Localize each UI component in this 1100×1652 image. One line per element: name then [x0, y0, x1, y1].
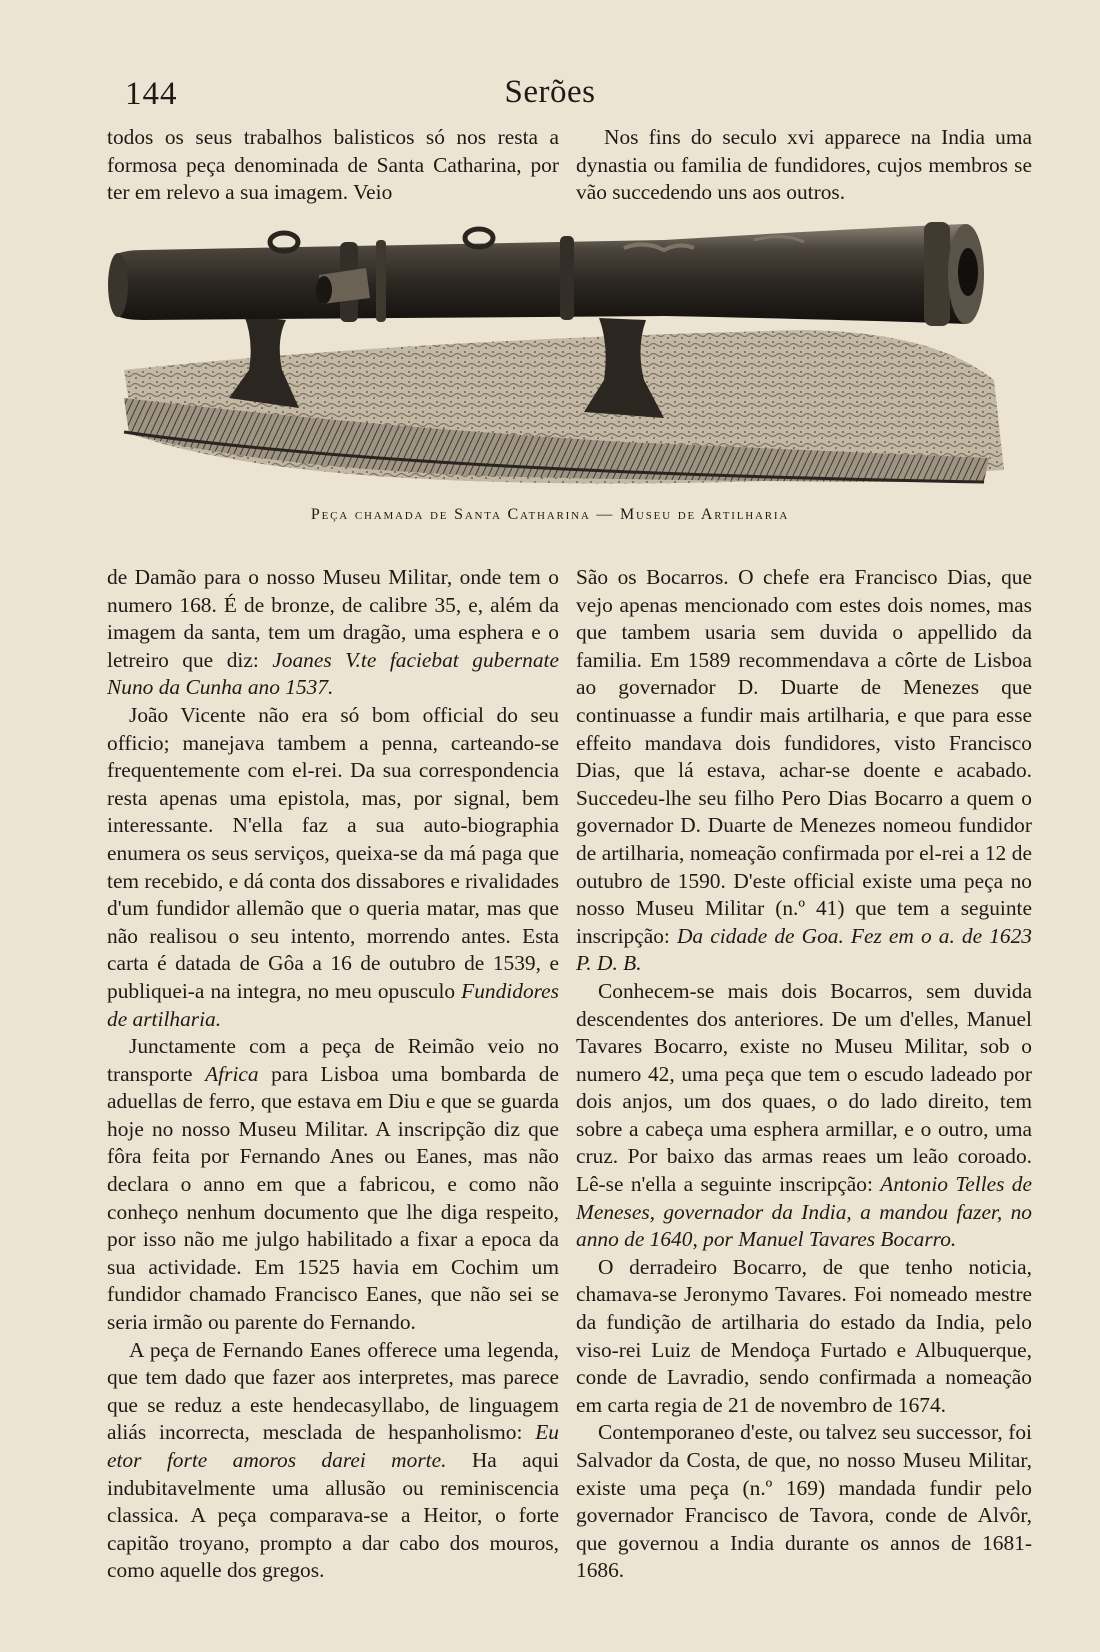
- inscription-italic: Da cidade de Goa. Fez em o a. de 1623 P. D. B.: [576, 923, 1032, 976]
- figure-caption: Peça chamada de Santa Catharina — Museu de Artilharia: [310, 506, 790, 523]
- paragraph: [576, 978, 1032, 1254]
- page-header: [0, 72, 1100, 120]
- top-left-paragraph: [107, 124, 559, 207]
- inscription-italic: no anno de 1640, por Manuel Tavares Bocarro.: [576, 1199, 1033, 1252]
- paragraph-text: Conhecem-se mais dois Bocarros, sem duvida descendentes dos anteriores. De um d'elles, Manuel Tavares Bocarro, existe no Museu Militar, sob o numero 42, uma peça que tem o escudo ladeado por dois anjos, um dos quaes, o do lado direito, tem sobre a cabeça uma esphera armillar, e o outro, uma cruz. Por baixo das armas reaes um leão coroado. Lê-se n'ella a seguinte inscripção:: [576, 978, 1032, 1197]
- paragraph-text: Ha aqui indubitavelmente uma allusão ou reminiscencia classica. A peça comparava-se a Heitor, o forte capitão troyano, prompto a dar cabo dos mouros, como aquelle dos gregos.: [107, 1448, 559, 1583]
- legend-italic: Eu etor forte amoros darei morte.: [107, 1420, 559, 1472]
- right-column: [576, 564, 1032, 1585]
- paragraph: [107, 564, 559, 702]
- paragraph: Contemporaneo d'este, ou talvez seu successor, foi Salvador da Costa, de que, no nosso Museu Militar, existe uma peça (n.º 169) mandada fundir pelo governador Francisco de Tavora, conde de Alvôr, que governou a India durante os annos de 1681-1686.: [576, 1420, 1032, 1583]
- ship-name-italic: Africa: [205, 1061, 259, 1086]
- paragraph-text: para Lisboa uma bombarda de aduellas de ferro, que estava em Diu e que se guarda hoje no nosso Museu Militar. A inscripção diz que fôra feita por Fernando Anes ou Eanes, mas não declara o anno em que a fabricou, e como não conheço nenhum documento que lhe diga respeito, por isso não me julgo habilitado a fixar a epoca da sua actividade. Em 1525 havia em Cochim um fundidor chamado Francisco Eanes, que não sei se seria irmão ou parente do Fernando.: [107, 1061, 559, 1335]
- paragraph-text: Nos fins do seculo xvi apparece na India uma dynastia ou familia de fundidores, cujos membros se vão succedendo uns aos outros.: [576, 125, 1032, 205]
- page-number: 144: [125, 76, 178, 112]
- paragraph-text: A peça de Fernando Eanes offerece uma legenda, que tem dado que fazer aos interpretes, mas parece que se reduz a este hendecasyllabo, de linguagem aliás incorrecta, mesclada de hespanholismo:: [107, 1337, 559, 1445]
- left-column: [107, 564, 559, 1585]
- paragraph: [576, 564, 1032, 978]
- inscription-italic: Antonio Telles de Meneses, governador da India, a mandou fazer,: [576, 1172, 1033, 1224]
- paragraph: [107, 1337, 559, 1585]
- paragraph-text: São os Bocarros. O chefe era Francisco Dias, que vejo apenas mencionado com estes dois nomes, mas que tambem usaria sem duvida o appellido da familia. Em 1589 recommendava a côrte de Lisboa ao governador D. Duarte de Menezes que continuasse a fundir mais artilharia, e que para esse effeito mandava dois fundidores, visto Francisco Dias, que lá estava, achar-se doente e acabado. Succedeu-lhe seu filho Pero Dias Bocarro a quem o governador D. Duarte de Menezes nomeou fundidor de artilharia, nomeação confirmada por el-rei a 12 de outubro de 1590. D'este official existe uma peça no nosso Museu Militar (n.º 41) que tem a seguinte inscripção:: [576, 565, 1032, 948]
- running-title: Serões: [504, 74, 596, 110]
- paragraph-text: João Vicente não era só bom official do seu officio; manejava tambem a penna, carteando-se frequentemente com el-rei. Da sua correspondencia resta apenas uma epistola, mas, por signal, bem interessante. N'ella faz a sua auto-biographia enumera os seus serviços, queixa-se da má paga que tem recebido, e dá conta dos dissabores e rivalidades d'um fundidor allemão que o queria matar, mas que não realisou o seu intento, morrendo antes. Esta carta é datada de Gôa a 16 de outubro de 1539, e publiquei-a na integra, no meu opusculo: [107, 702, 560, 1003]
- cannon-engraving: [104, 220, 1016, 500]
- paragraph-text: Junctamente com a peça de Reimão veio no transporte: [107, 1034, 559, 1086]
- book-title-italic: Fundidores de artilharia.: [107, 978, 559, 1031]
- paragraph-text: todos os seus trabalhos balisticos só nos resta a formosa peça denominada de Santa Catharina, por ter em relevo a sua imagem. Veio: [107, 125, 559, 205]
- inscription-italic: Joanes V.te faciebat gubernate Nuno da Cunha ano 1537.: [107, 647, 559, 700]
- paragraph: [107, 702, 559, 1033]
- paragraph-text: de Damão para o nosso Museu Militar, onde tem o numero 168. É de bronze, de calibre 35, e, além da imagem da santa, tem um dragão, uma esphera e o letreiro que diz:: [107, 565, 559, 672]
- paragraph: O derradeiro Bocarro, de que tenho noticia, chamava-se Jeronymo Tavares. Foi nomeado mestre da fundição de artilharia do estado da India, pelo viso-rei Luiz de Mendoça Furtado e Albuquerque, conde de Lavradio, sendo confirmada a nomeação em carta regia de 21 de novembro de 1674.: [576, 1254, 1032, 1417]
- top-right-paragraph: [576, 124, 1032, 207]
- paragraph: [107, 1033, 559, 1337]
